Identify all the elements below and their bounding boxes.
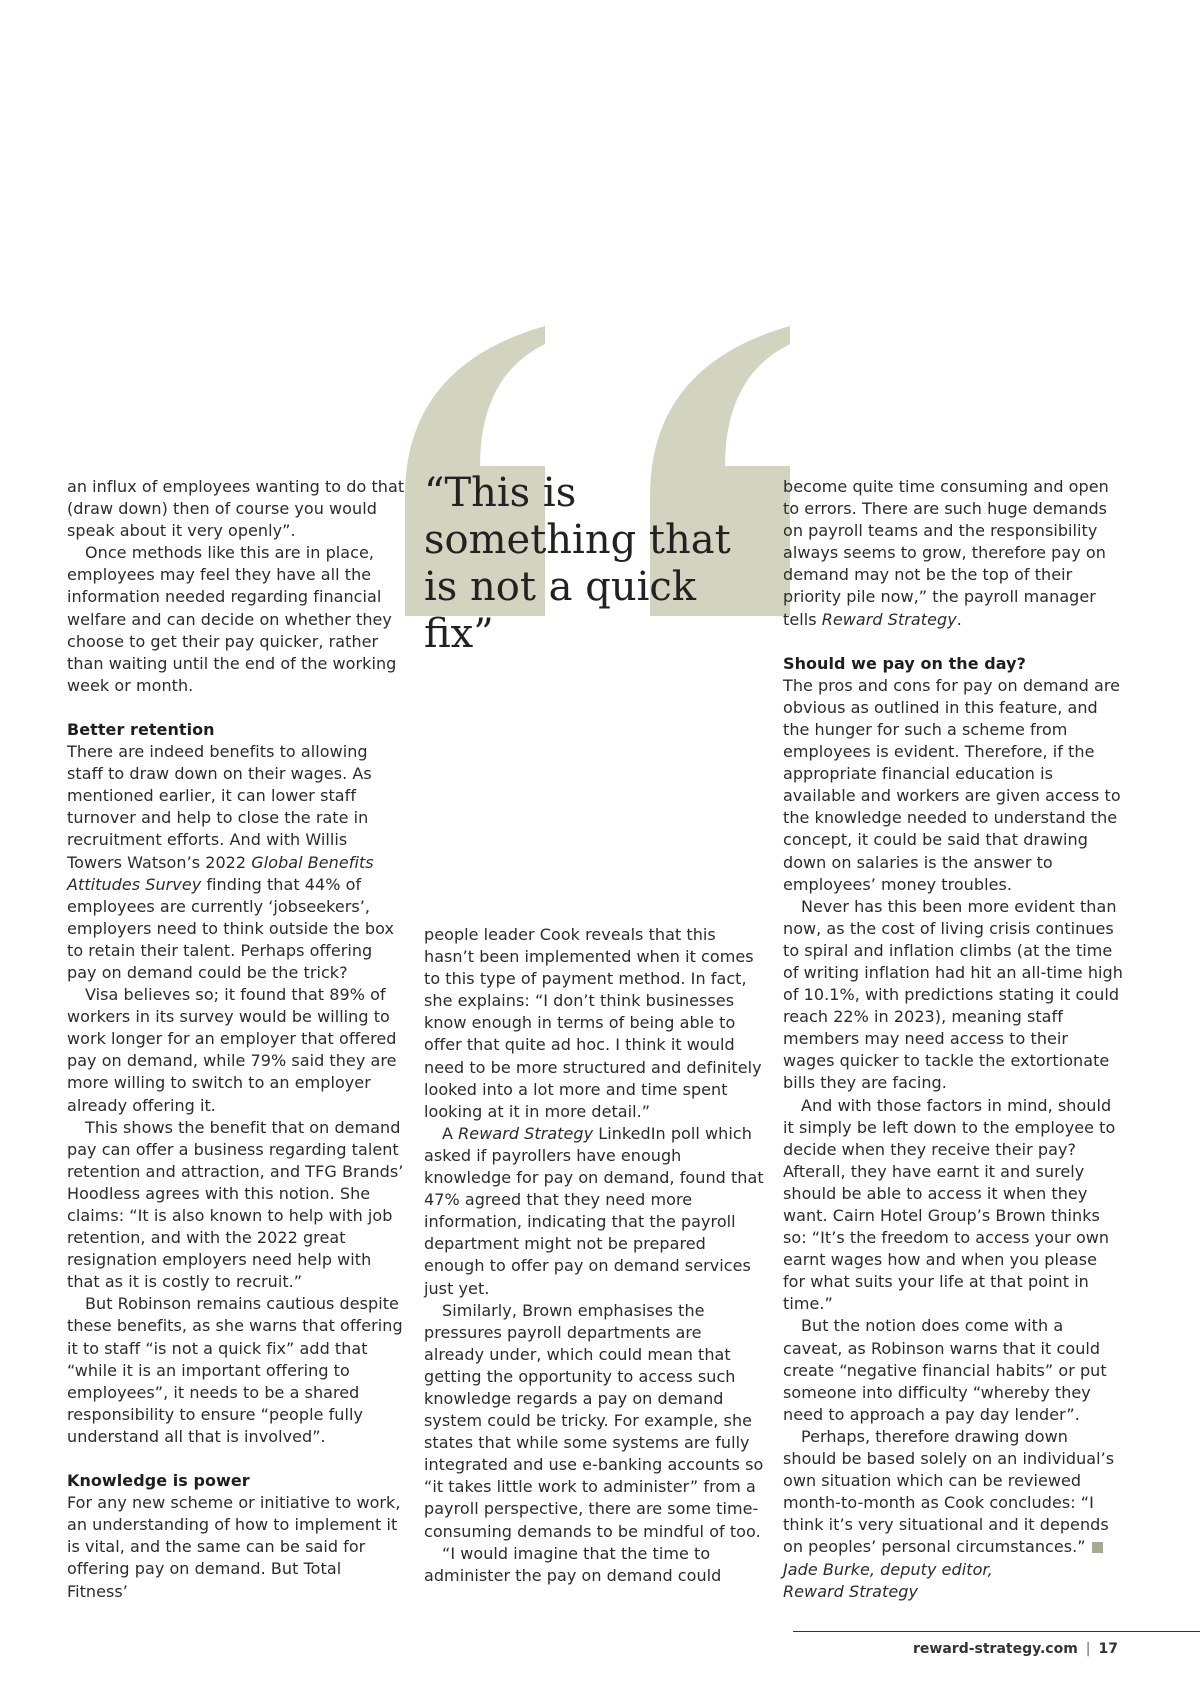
paragraph: A Reward Strategy LinkedIn poll which asked if payrollers have enough knowledge for pay on demand, found that 47% agreed that they need more information, indicating that the payroll department might not be prepared enough to offer pay on demand services just yet. [424,1123,764,1298]
footer-rule [793,1631,1200,1632]
page-number: 17 [1098,1641,1118,1657]
paragraph: But Robinson remains cautious despite these benefits, as she warns that offering it to staff “is not a quick fix” add that “while it is an important offering to employees”, it needs to be a shared responsibility to ensure “people fully understand all that is involved”. [67,1294,403,1446]
paragraph: For any new scheme or initiative to work, an understanding of how to implement it is vital, and the same can be said for offering pay on demand. But Total Fitness’ [67,1493,401,1601]
byline-name: Jade Burke, deputy editor, [783,1559,993,1579]
end-of-article-square-icon [1092,1542,1103,1553]
footer-separator: | [1085,1641,1091,1657]
byline-publication: Reward Strategy [783,1581,918,1601]
paragraph: people leader Cook reveals that this hasn’t been implemented when it comes to this type of payment method. In fact, she explains: “I don’t think businesses know enough in terms of being able to offer that quite ad hoc. I think it would need to be more structured and definitely looked into a lot more and time spent looking at it in more detail.” [424,925,762,1121]
paragraph: an influx of employees wanting to do that (draw down) then of course you would speak about it very openly”. [67,477,405,541]
page-footer [913,1641,1118,1657]
section-heading: Knowledge is power [67,1471,250,1491]
article-column-1 [67,476,405,1603]
paragraph: And with those factors in mind, should it simply be left down to the employee to decide when they receive their pay? Afterall, they have earnt it and surely should be able to access it when they want. Cairn Hotel Group’s Brown thinks so: “It’s the freedom to access your own earnt wages how and when you please for what suits your life at that point in time.” [783,1095,1116,1314]
article-column-3 [783,476,1123,1603]
paragraph: Similarly, Brown emphasises the pressures payroll departments are already under, which could mean that getting the opportunity to access such knowledge regards a pay on demand system could be tricky. For example, she states that while some systems are fully integrated and use e-banking accounts so “it takes little work to administer” from a payroll perspective, there are some time-consuming demands to be mindful of too. [424,1300,764,1541]
paragraph: Visa believes so; it found that 89% of workers in its survey would be willing to work longer for an employer that offered pay on demand, while 79% said they are more willing to switch to an employer already offering it. [67,985,397,1115]
footer-site-url[interactable]: reward-strategy.com [913,1641,1078,1657]
section-heading: Better retention [67,719,215,739]
article-column-2 [424,924,764,1587]
paragraph: The pros and cons for pay on demand are obvious as outlined in this feature, and the hunger for such a scheme from employees is evident. Therefore, if the appropriate financial education is available and workers are given access to the knowledge needed to understand the concept, it could be said that drawing down on salaries is the answer to employees’ money troubles. [783,675,1121,894]
paragraph: Perhaps, therefore drawing down should be based solely on an individual’s own situation which can be reviewed month-to-month as Cook concludes: “I think it’s very situational and it depends on peoples’ personal circumstances.” [783,1426,1115,1557]
paragraph: There are indeed benefits to allowing staff to draw down on their wages. As mentioned earlier, it can lower staff turnover and help to close the rate in recruitment efforts. And with Willis Towers Watson’s 2022 Global Benefits Attitudes Survey finding that 44% of employees are currently ‘jobseekers’, employers need to think outside the box to retain their talent. Perhaps offering pay on demand could be the trick? [67,742,394,982]
paragraph: “I would imagine that the time to administer the pay on demand could [424,1543,722,1585]
paragraph: But the notion does come with a caveat, as Robinson warns that it could create “negative financial habits” or put someone into difficulty “whereby they need to approach a pay day lender”. [783,1316,1107,1424]
paragraph: Once methods like this are in place, employees may feel they have all the information needed regarding financial welfare and can decide on whether they choose to get their pay quicker, rather than waiting until the end of the working week or month. [67,543,397,695]
pull-quote: “This is something that is not a quick fix” [424,470,731,657]
paragraph: This shows the benefit that on demand pay can offer a business regarding talent retention and attraction, and TFG Brands’ Hoodless agrees with this notion. She claims: “It is also known to help with job retention, and with the 2022 great resignation employers need help with that as it is costly to recruit.” [67,1117,404,1292]
section-heading: Should we pay on the day? [783,653,1026,673]
paragraph: Never has this been more evident than now, as the cost of living crisis continues to spiral and inflation climbs (at the time of writing inflation had hit an all-time high of 10.1%, with predictions stating it could reach 22% in 2023), meaning staff members may need access to their wages quicker to tackle the extortionate bills they are facing. [783,896,1123,1093]
paragraph: become quite time consuming and open to errors. There are such huge demands on payroll teams and the responsibility always seems to grow, therefore pay on demand may not be the top of their priority pile now,” the payroll manager tells Reward Strategy. [783,477,1109,629]
